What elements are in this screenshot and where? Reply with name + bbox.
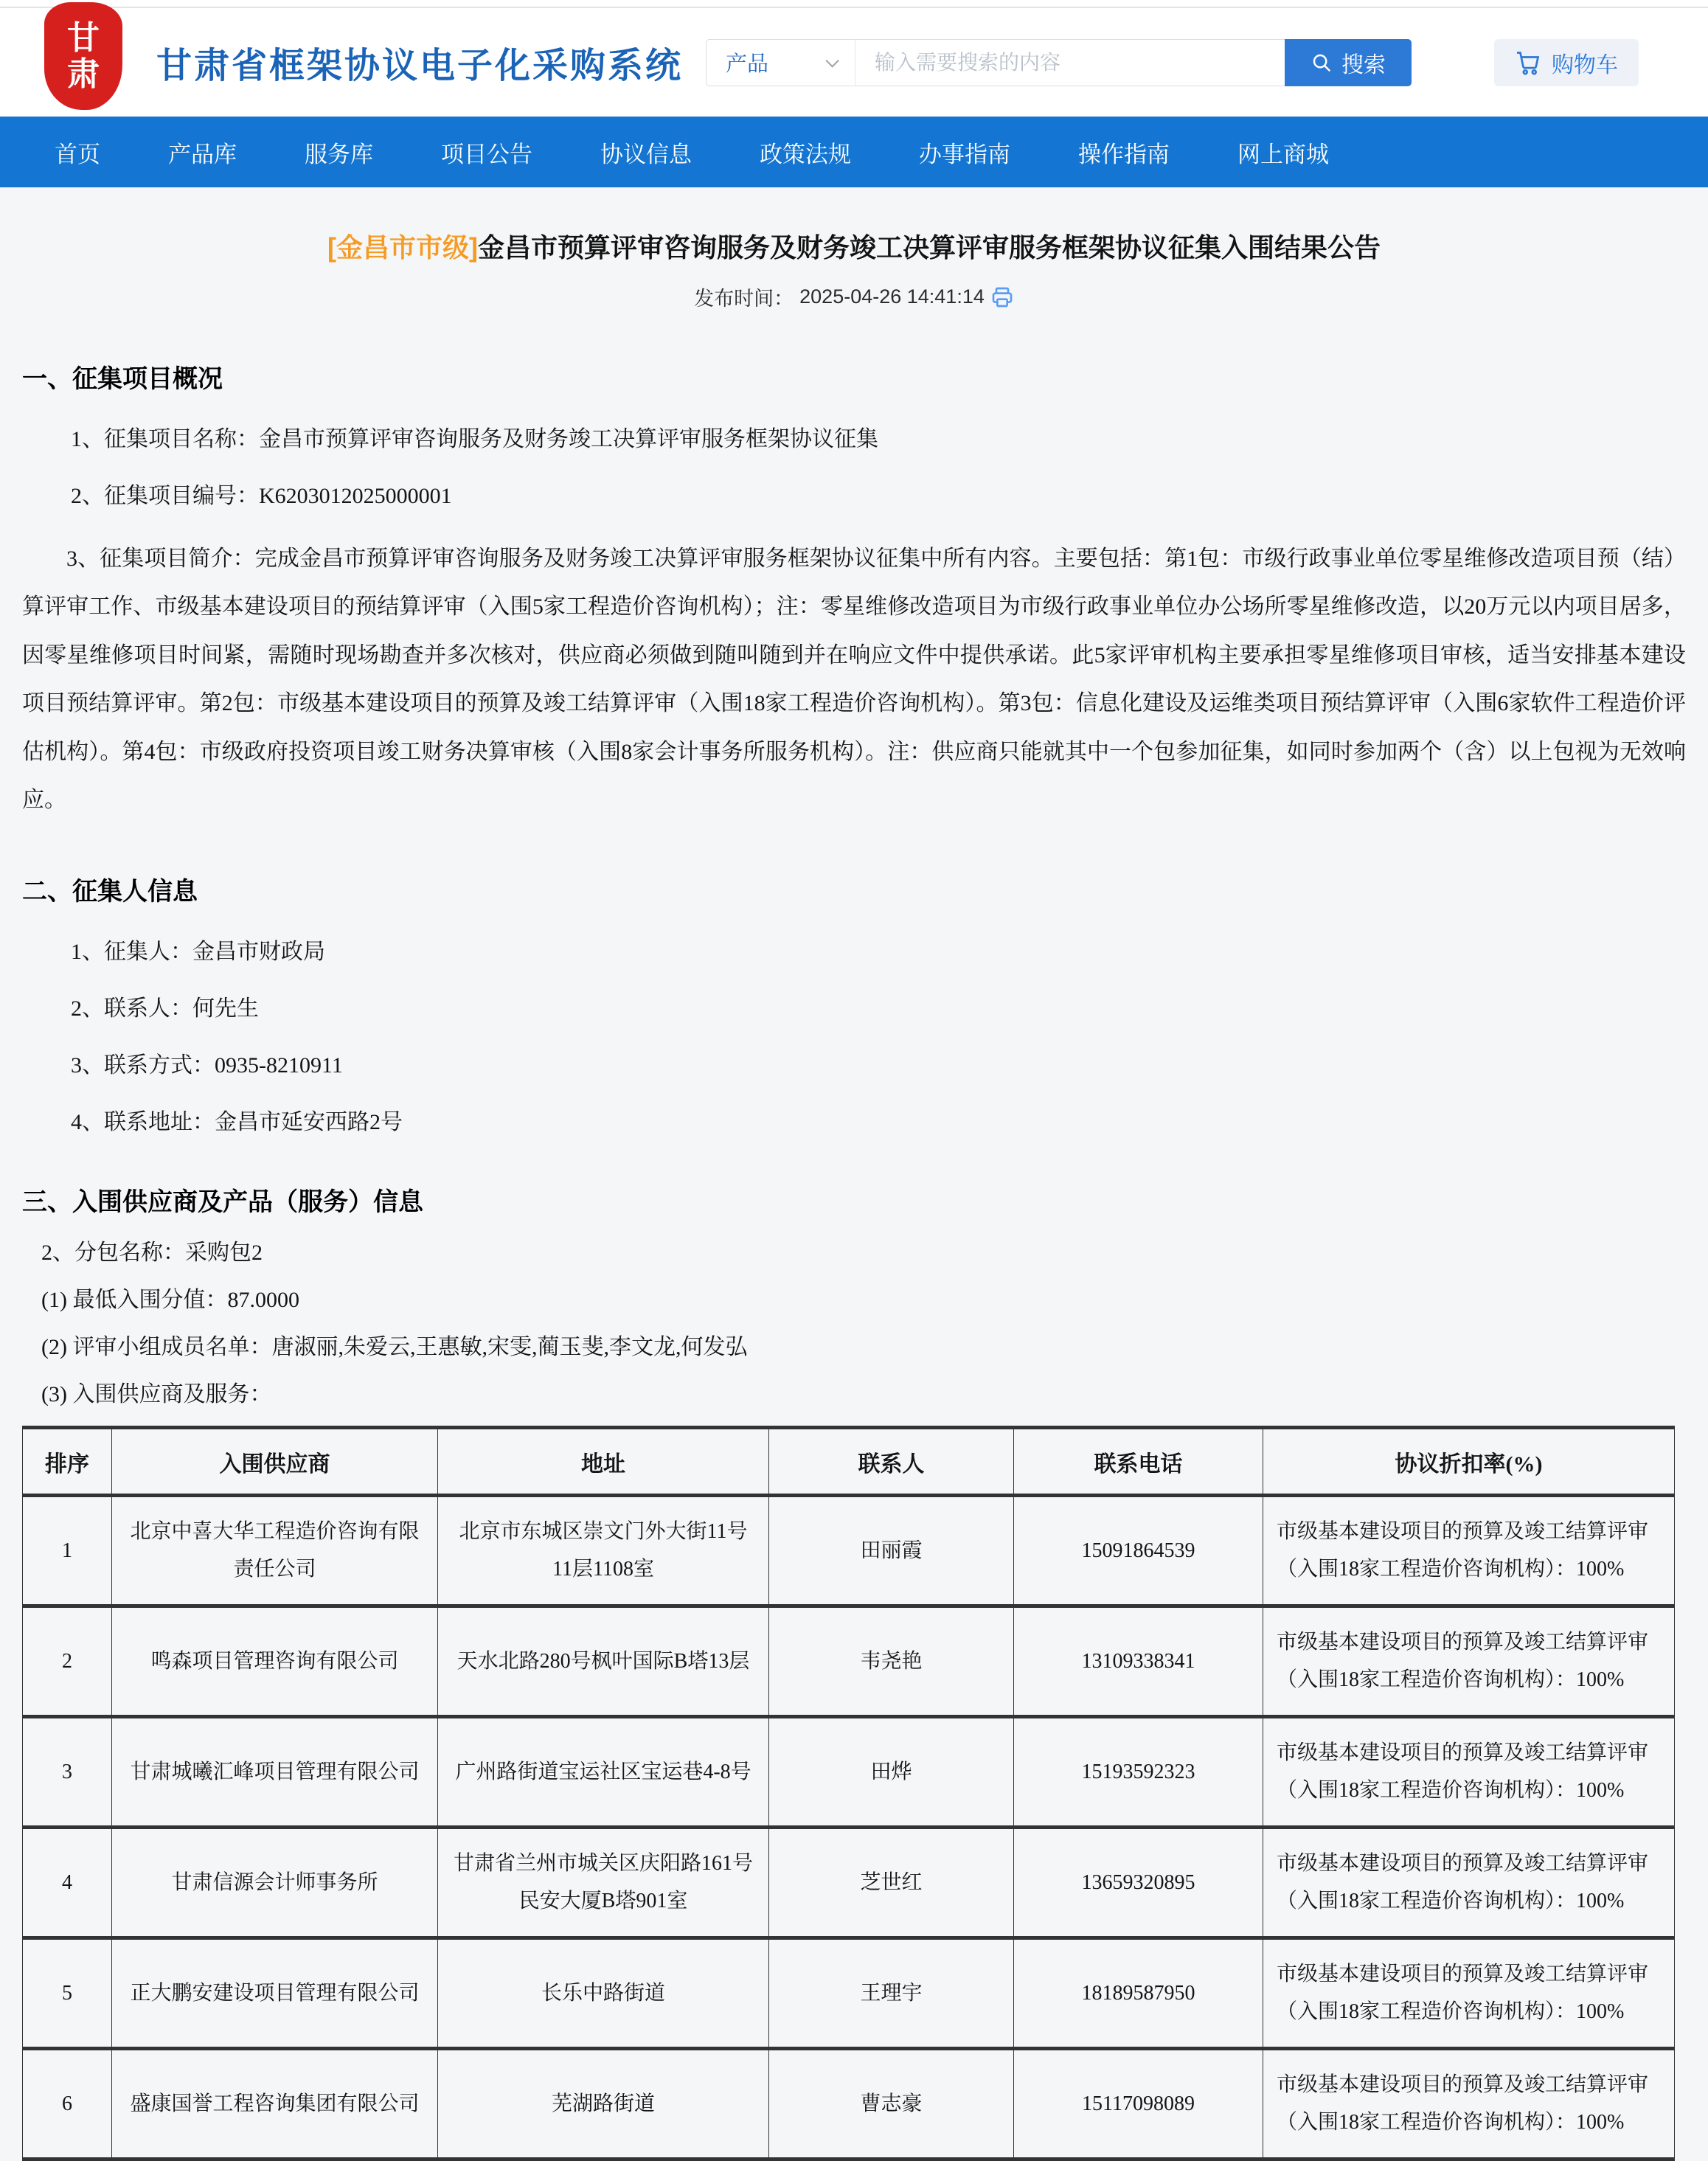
col-header-contact: 联系人 <box>769 1428 1014 1496</box>
announcement-article <box>0 227 1708 2161</box>
cell-phone: 15193592323 <box>1014 1717 1263 1828</box>
search-button-label: 搜索 <box>1341 52 1386 77</box>
site-header <box>0 8 1708 117</box>
site-title: 甘肃省框架协议电子化采购系统 <box>156 46 684 86</box>
page-title <box>22 227 1686 265</box>
cell-supplier: 正大鹏安建设项目管理有限公司 <box>112 1938 438 2049</box>
col-header-phone: 联系电话 <box>1014 1428 1263 1496</box>
search-category-value: 产品 <box>726 52 769 76</box>
cell-supplier: 北京中喜大华工程造价咨询有限责任公司 <box>112 1496 438 1606</box>
nav-item-project-announcements[interactable]: 项目公告 <box>441 141 532 167</box>
cell-supplier: 盛康国誉工程咨询集团有限公司 <box>112 2049 438 2160</box>
cell-address: 北京市东城区崇文门外大街11号11层1108室 <box>438 1496 769 1606</box>
top-divider <box>0 0 1708 8</box>
suppliers-table-wrap <box>22 1426 1686 2161</box>
search-button[interactable] <box>1285 39 1412 86</box>
cell-rank: 3 <box>23 1717 112 1828</box>
table-header-row <box>23 1428 1675 1496</box>
col-header-address: 地址 <box>438 1428 769 1496</box>
table-row <box>23 1717 1675 1828</box>
cell-discount: 市级基本建设项目的预算及竣工结算评审（入围18家工程造价咨询机构）：100% <box>1263 2049 1675 2160</box>
search-input[interactable] <box>855 39 1285 86</box>
cart-label: 购物车 <box>1552 52 1618 77</box>
cell-address: 长乐中路街道 <box>438 1938 769 2049</box>
table-row <box>23 1938 1675 2049</box>
cell-rank: 4 <box>23 1828 112 1938</box>
cell-contact: 芝世红 <box>769 1828 1014 1938</box>
cell-discount: 市级基本建设项目的预算及竣工结算评审（入围18家工程造价咨询机构）：100% <box>1263 1606 1675 1717</box>
cell-supplier: 甘肃信源会计师事务所 <box>112 1828 438 1938</box>
cell-address: 广州路街道宝运社区宝运巷4-8号 <box>438 1717 769 1828</box>
table-row <box>23 1828 1675 1938</box>
table-row <box>23 1606 1675 1717</box>
print-icon[interactable] <box>990 285 1014 309</box>
cell-phone: 15091864539 <box>1014 1496 1263 1606</box>
nav-item-online-mall[interactable]: 网上商城 <box>1237 141 1329 167</box>
cell-contact: 曹志豪 <box>769 2049 1014 2160</box>
cell-discount: 市级基本建设项目的预算及竣工结算评审（入围18家工程造价咨询机构）：100% <box>1263 1828 1675 1938</box>
col-header-supplier: 入围供应商 <box>112 1428 438 1496</box>
col-header-discount: 协议折扣率(%) <box>1263 1428 1675 1496</box>
cart-button[interactable] <box>1494 39 1639 86</box>
section2-item-address: 4、联系地址：金昌市延安西路2号 <box>71 1110 403 1135</box>
cell-rank: 1 <box>23 1496 112 1606</box>
cell-contact: 韦尧艳 <box>769 1606 1014 1717</box>
section2-item-phone: 3、联系方式：0935-8210911 <box>71 1053 343 1078</box>
cell-contact: 王理宇 <box>769 1938 1014 2049</box>
suppliers-table <box>22 1426 1675 2161</box>
section3-item-package-name: 2、分包名称：采购包2 <box>41 1241 263 1266</box>
table-row <box>23 1496 1675 1606</box>
cell-phone: 18189587950 <box>1014 1938 1263 2049</box>
cell-phone: 13659320895 <box>1014 1828 1263 1938</box>
cell-phone: 15117098089 <box>1014 2049 1263 2160</box>
section3-item-suppliers-label: (3) 入围供应商及服务： <box>41 1382 272 1407</box>
site-logo <box>44 2 122 110</box>
search-category-select[interactable] <box>706 39 855 86</box>
nav-item-service-guide[interactable]: 办事指南 <box>919 141 1010 167</box>
section3-heading: 三、入围供应商及产品（服务）信息 <box>22 1189 423 1217</box>
nav-item-service-library[interactable]: 服务库 <box>305 141 373 167</box>
title-region-tag: [金昌市市级] <box>327 232 478 263</box>
section1-heading: 一、征集项目概况 <box>22 366 223 393</box>
publish-time-row <box>22 282 1686 311</box>
nav-item-home[interactable]: 首页 <box>55 141 100 167</box>
chevron-down-icon <box>825 54 839 67</box>
section3-item-min-score: (1) 最低入围分值：87.0000 <box>41 1288 299 1313</box>
logo-char-2: 肃 <box>67 56 100 92</box>
nav-item-operation-guide[interactable]: 操作指南 <box>1078 141 1170 167</box>
publish-label: 发布时间： <box>694 288 794 310</box>
cell-discount: 市级基本建设项目的预算及竣工结算评审（入围18家工程造价咨询机构）：100% <box>1263 1717 1675 1828</box>
cell-supplier: 甘肃城曦汇峰项目管理有限公司 <box>112 1717 438 1828</box>
nav-item-product-library[interactable]: 产品库 <box>168 141 237 167</box>
search-icon <box>1310 52 1333 74</box>
section2-item-collector: 1、征集人：金昌市财政局 <box>71 940 325 965</box>
cell-rank: 2 <box>23 1606 112 1717</box>
search-bar <box>706 39 1412 86</box>
section3-item-review-panel: (2) 评审小组成员名单：唐淑丽,朱爱云,王惠敏,宋雯,蔺玉斐,李文龙,何发弘 <box>41 1335 748 1360</box>
cell-discount: 市级基本建设项目的预算及竣工结算评审（入围18家工程造价咨询机构）：100% <box>1263 1496 1675 1606</box>
title-text: 金昌市预算评审咨询服务及财务竣工决算评审服务框架协议征集入围结果公告 <box>477 232 1381 263</box>
section1-item-project-no: 2、征集项目编号：K6203012025000001 <box>71 484 452 508</box>
cell-contact: 田丽霞 <box>769 1496 1014 1606</box>
cell-rank: 6 <box>23 2049 112 2160</box>
publish-time: 2025-04-26 14:41:14 <box>799 285 985 308</box>
nav-item-agreement-info[interactable]: 协议信息 <box>600 141 692 167</box>
cell-supplier: 鸣森项目管理咨询有限公司 <box>112 1606 438 1717</box>
col-header-rank: 排序 <box>23 1428 112 1496</box>
cart-icon <box>1515 49 1541 76</box>
section2-item-contact: 2、联系人：何先生 <box>71 996 259 1021</box>
cell-address: 芜湖路街道 <box>438 2049 769 2160</box>
cell-discount: 市级基本建设项目的预算及竣工结算评审（入围18家工程造价咨询机构）：100% <box>1263 1938 1675 2049</box>
section2-heading: 二、征集人信息 <box>22 878 198 906</box>
logo-char-1: 甘 <box>67 19 100 56</box>
nav-item-policies[interactable]: 政策法规 <box>760 141 851 167</box>
main-nav <box>0 117 1708 187</box>
section1-item-project-name: 1、征集项目名称：金昌市预算评审咨询服务及财务竣工决算评审服务框架协议征集 <box>71 427 878 451</box>
cell-phone: 13109338341 <box>1014 1606 1263 1717</box>
section1-project-intro: 3、征集项目简介：完成金昌市预算评审咨询服务及财务竣工决算评审服务框架协议征集中所有内容。主要包括：第1包：市级行政事业单位零星维修改造项目预（结）算评审工作、市级基本建设项目的预结算评审（入围5家工程造价咨询机构）；注：零星维修改造项目为市级行政事业单位办公场所零星维修改造，以20万元以内项目居多，因零星维修项目时间紧，需随时现场勘查并多次核对，供应商必须做到随叫随到并在响应文件中提供承诺。此5家评审机构主要承担零星维修项目审核，适当安排基本建设项目预结算评审。第2包：市级基本建设项目的预算及竣工结算评审（入围18家工程造价咨询机构）。第3包：信息化建设及运维类项目预结算评审（入围6家软件工程造价评估机构）。第4包：市级政府投资项目竣工财务决算审核（入围8家会计事务所服务机构）。注：供应商只能就其中一个包参加征集，如同时参加两个（含）以上包视为无效响应。 <box>22 547 1686 812</box>
cell-rank: 5 <box>23 1938 112 2049</box>
cell-address: 甘肃省兰州市城关区庆阳路161号民安大厦B塔901室 <box>438 1828 769 1938</box>
cell-contact: 田烨 <box>769 1717 1014 1828</box>
table-row <box>23 2049 1675 2160</box>
cell-address: 天水北路280号枫叶国际B塔13层 <box>438 1606 769 1717</box>
